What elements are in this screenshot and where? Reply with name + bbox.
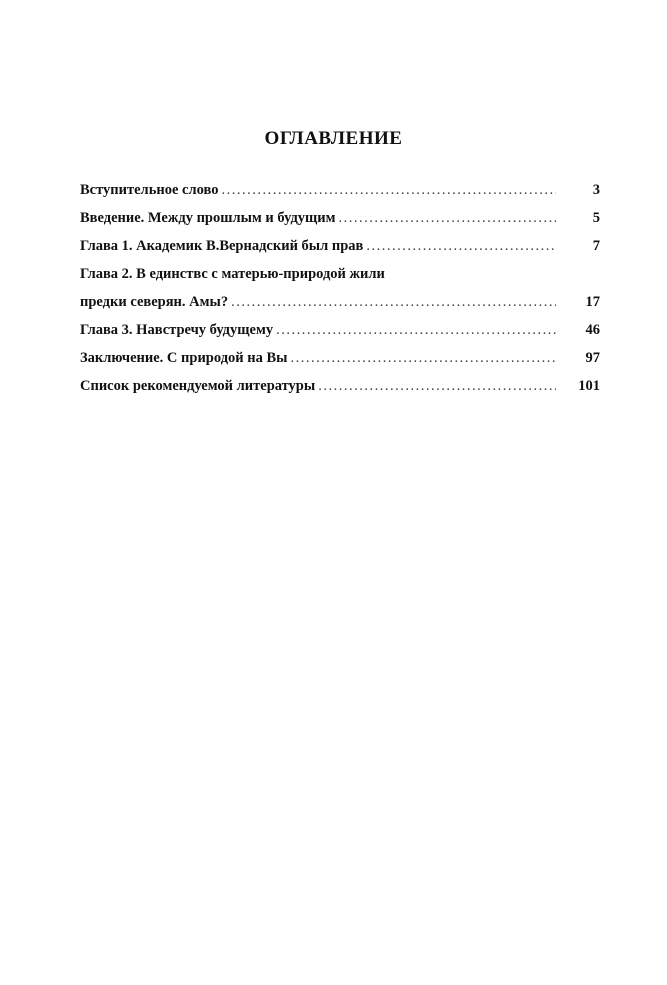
toc-entry-chapter-3 [80, 316, 600, 344]
toc-entry-label: Глава 3. Навстречу будущему [80, 316, 275, 344]
toc-dot-leader [366, 232, 556, 260]
page-title: ОГЛАВЛЕНИЕ [264, 128, 403, 149]
toc-entry-conclusion [80, 344, 600, 372]
toc-entry-chapter-1 [80, 232, 600, 260]
toc-entry-references [80, 372, 600, 400]
table-of-contents [80, 176, 600, 400]
toc-page-number: 17 [585, 294, 600, 310]
toc-page-number: 5 [592, 210, 600, 226]
toc-page-number: 7 [592, 238, 600, 254]
toc-page-number: 46 [585, 322, 600, 338]
toc-entry-chapter-2-line-1 [80, 260, 600, 288]
toc-dot-leader [231, 288, 556, 316]
toc-dot-leader [339, 204, 556, 232]
toc-entry-label: Глава 2. В единствс с матерью-природой жили [80, 260, 387, 288]
toc-dot-leader [290, 344, 556, 372]
toc-entry-intro-word [80, 176, 600, 204]
toc-entry-label: Заключение. С природой на Вы [80, 344, 289, 372]
toc-entry-chapter-2-line-2 [80, 288, 600, 316]
toc-page-number: 97 [585, 350, 600, 366]
toc-entry-label-continuation: предки северян. Амы? [80, 288, 230, 316]
toc-page-number: 101 [578, 378, 600, 394]
toc-dot-leader [276, 316, 556, 344]
toc-entry-introduction [80, 204, 600, 232]
toc-dot-leader [318, 372, 556, 400]
toc-dot-leader [221, 176, 556, 204]
toc-page-number: 3 [592, 182, 600, 198]
toc-entry-label: Список рекомендуемой литературы [80, 372, 317, 400]
toc-entry-label: Введение. Между прошлым и будущим [80, 204, 338, 232]
toc-entry-label: Вступительное слово [80, 176, 220, 204]
toc-entry-label: Глава 1. Академик В.Вернадский был прав [80, 232, 365, 260]
